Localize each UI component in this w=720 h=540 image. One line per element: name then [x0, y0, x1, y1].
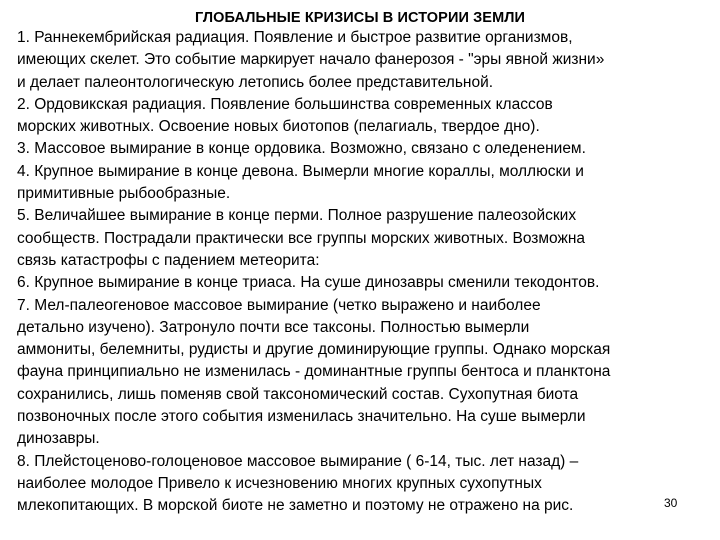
- text-line: динозавры.: [17, 430, 100, 448]
- slide-body: [17, 27, 707, 518]
- text-line: 7. Мел-палеогеновое массовое вымирание (четко выражено и наиболее: [17, 296, 541, 314]
- text-line: 4. Крупное вымирание в конце девона. Вымерли многие кораллы, моллюски и: [17, 162, 584, 180]
- text-line: 5. Величайшее вымирание в конце перми. Полное разрушение палеозойских: [17, 207, 577, 225]
- text-line: аммониты, белемниты, рудисты и другие доминирующие группы. Однако морская: [17, 341, 611, 359]
- slide-title: ГЛОБАЛЬНЫЕ КРИЗИСЫ В ИСТОРИИ ЗЕМЛИ: [194, 10, 526, 26]
- text-line: 8. Плейстоценово-голоценовое массовое вымирание ( 6-14, тыс. лет назад) –: [17, 452, 579, 470]
- text-line: и делает палеонтологическую летопись более представительной.: [17, 73, 494, 91]
- text-line: примитивные рыбообразные.: [17, 185, 231, 203]
- text-line: 1. Раннекембрийская радиация. Появление и быстрое развитие организмов,: [17, 29, 573, 46]
- text-line: 2. Ордовикская радиация. Появление большинства современных классов: [17, 95, 553, 113]
- text-line: наиболее молодое Привело к исчезновению многих крупных сухопутных: [17, 474, 542, 492]
- text-line: сообществ. Пострадали практически все группы морских животных. Возможна: [17, 229, 586, 247]
- text-line: связь катастрофы с падением метеорита:: [17, 251, 320, 269]
- text-line: 6. Крупное вымирание в конце триаса. На суше динозавры сменили текодонтов.: [17, 274, 600, 292]
- text-line: фауна принципиально не изменилась - доминантные группы бентоса и планктона: [17, 363, 611, 381]
- text-line: 3. Массовое вымирание в конце ордовика. Возможно, связано с оледенением.: [17, 140, 586, 158]
- page-number: 30: [664, 496, 678, 510]
- text-line: морских животных. Освоение новых биотопов (пелагиаль, твердое дно).: [17, 118, 540, 136]
- text-line: позвоночных после этого события изменилась значительно. На суше вымерли: [17, 408, 586, 426]
- text-line: млекопитающих. В морской биоте не заметно и поэтому не отражено на рис.: [17, 497, 574, 515]
- text-line: имеющих скелет. Это событие маркирует начало фанерозоя - "эры явной жизни»: [17, 51, 605, 69]
- text-line: сохранились, лишь поменяв свой таксономический состав. Сухопутная биота: [17, 385, 579, 403]
- text-line: детально изучено). Затронуло почти все таксоны. Полностью вымерли: [17, 318, 530, 336]
